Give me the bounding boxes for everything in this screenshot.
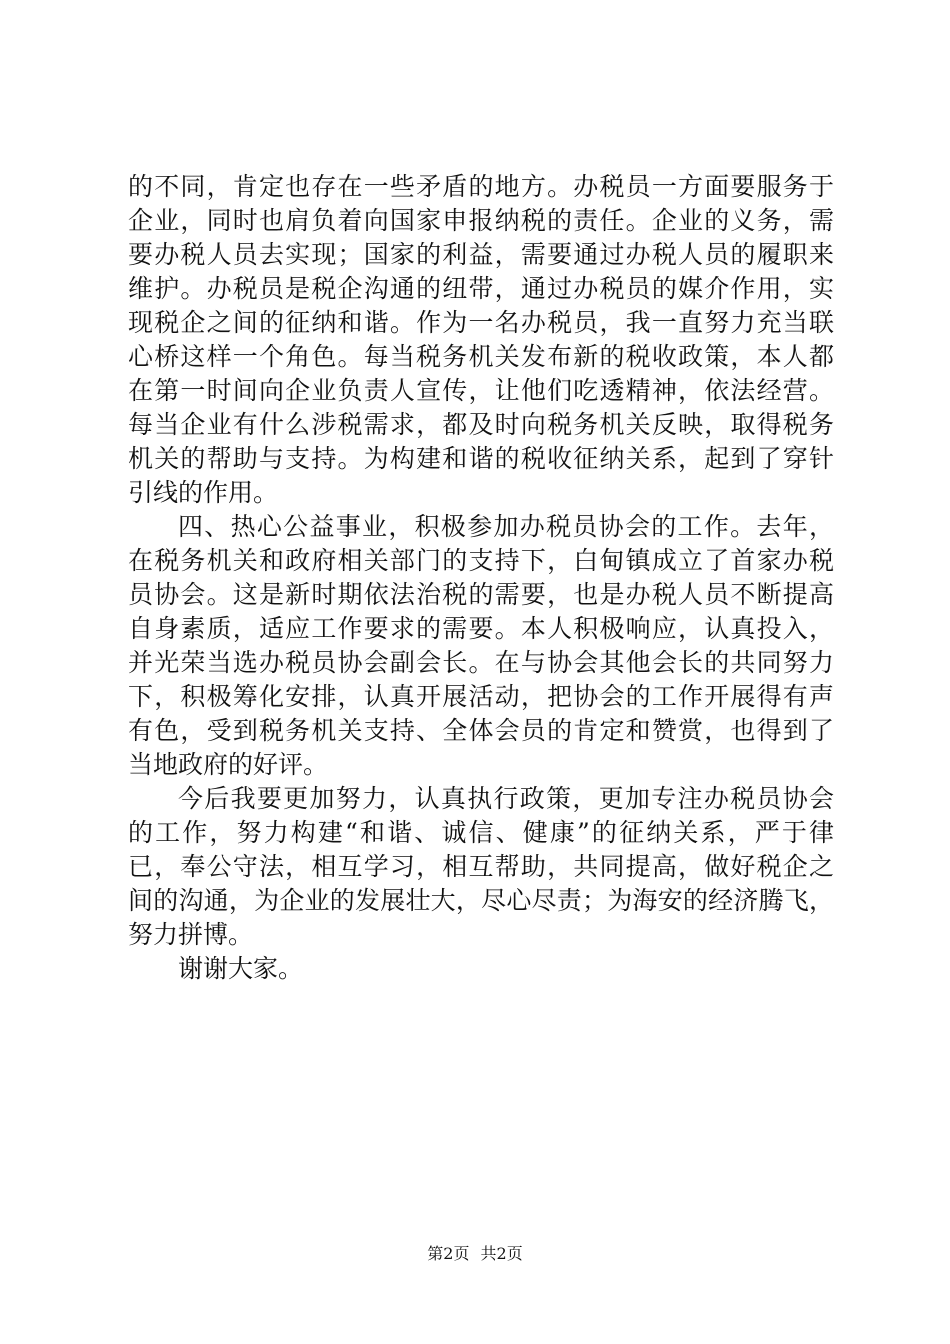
text-line: 企业，同时也肩负着向国家申报纳税的责任。企业的义务，需: [128, 206, 834, 235]
text-line: 下，积极筹化安排，认真开展活动，把协会的工作开展得有声: [128, 682, 834, 711]
text-line: 现税企之间的征纳和谐。作为一名办税员，我一直努力充当联: [128, 308, 834, 337]
text-line: 的不同，肯定也存在一些矛盾的地方。办税员一方面要服务于: [128, 172, 834, 201]
text-line: 员协会。这是新时期依法治税的需要，也是办税人员不断提高: [128, 580, 834, 609]
page-footer: [0, 1243, 950, 1265]
paragraph-first-line: 四、热心公益事业，积极参加办税员协会的工作。去年，: [178, 512, 834, 541]
paragraph-first-line: 今后我要更加努力，认真执行政策，更加专注办税员协会: [178, 784, 834, 813]
text-line: 每当企业有什么涉税需求，都及时向税务机关反映，取得税务: [128, 410, 834, 439]
text-line: 要办税人员去实现；国家的利益，需要通过办税人员的履职来: [128, 240, 834, 269]
text-line: 自身素质，适应工作要求的需要。本人积极响应，认真投入，: [128, 614, 834, 643]
text-line: 有色，受到税务机关支持、全体会员的肯定和赞赏，也得到了: [128, 716, 834, 745]
text-line: 引线的作用。: [128, 478, 279, 507]
text-line: 并光荣当选办税员协会副会长。在与协会其他会长的共同努力: [128, 648, 834, 677]
text-line: 机关的帮助与支持。为构建和谐的税收征纳关系，起到了穿针: [128, 444, 834, 473]
text-line: 在税务机关和政府相关部门的支持下，白甸镇成立了首家办税: [128, 546, 834, 575]
closing-line: 谢谢大家。: [178, 954, 304, 983]
text-line: 当地政府的好评。: [128, 750, 329, 779]
document-body: [128, 170, 834, 986]
text-line: 努力拼博。: [128, 920, 254, 949]
text-line: 已，奉公守法，相互学习，相互帮助，共同提高，做好税企之: [128, 852, 834, 881]
text-line: 在第一时间向企业负责人宣传，让他们吃透精神，依法经营。: [128, 376, 834, 405]
page-total: 共2页: [480, 1244, 523, 1263]
text-line: 间的沟通，为企业的发展壮大，尽心尽责；为海安的经济腾飞，: [128, 886, 834, 915]
text-line: 心桥这样一个角色。每当税务机关发布新的税收政策，本人都: [128, 342, 834, 371]
text-line: 的工作，努力构建“和谐、诚信、健康”的征纳关系，严于律: [128, 818, 834, 847]
page-number: 第2页: [427, 1244, 470, 1263]
text-line: 维护。办税员是税企沟通的纽带，通过办税员的媒介作用，实: [128, 274, 834, 303]
